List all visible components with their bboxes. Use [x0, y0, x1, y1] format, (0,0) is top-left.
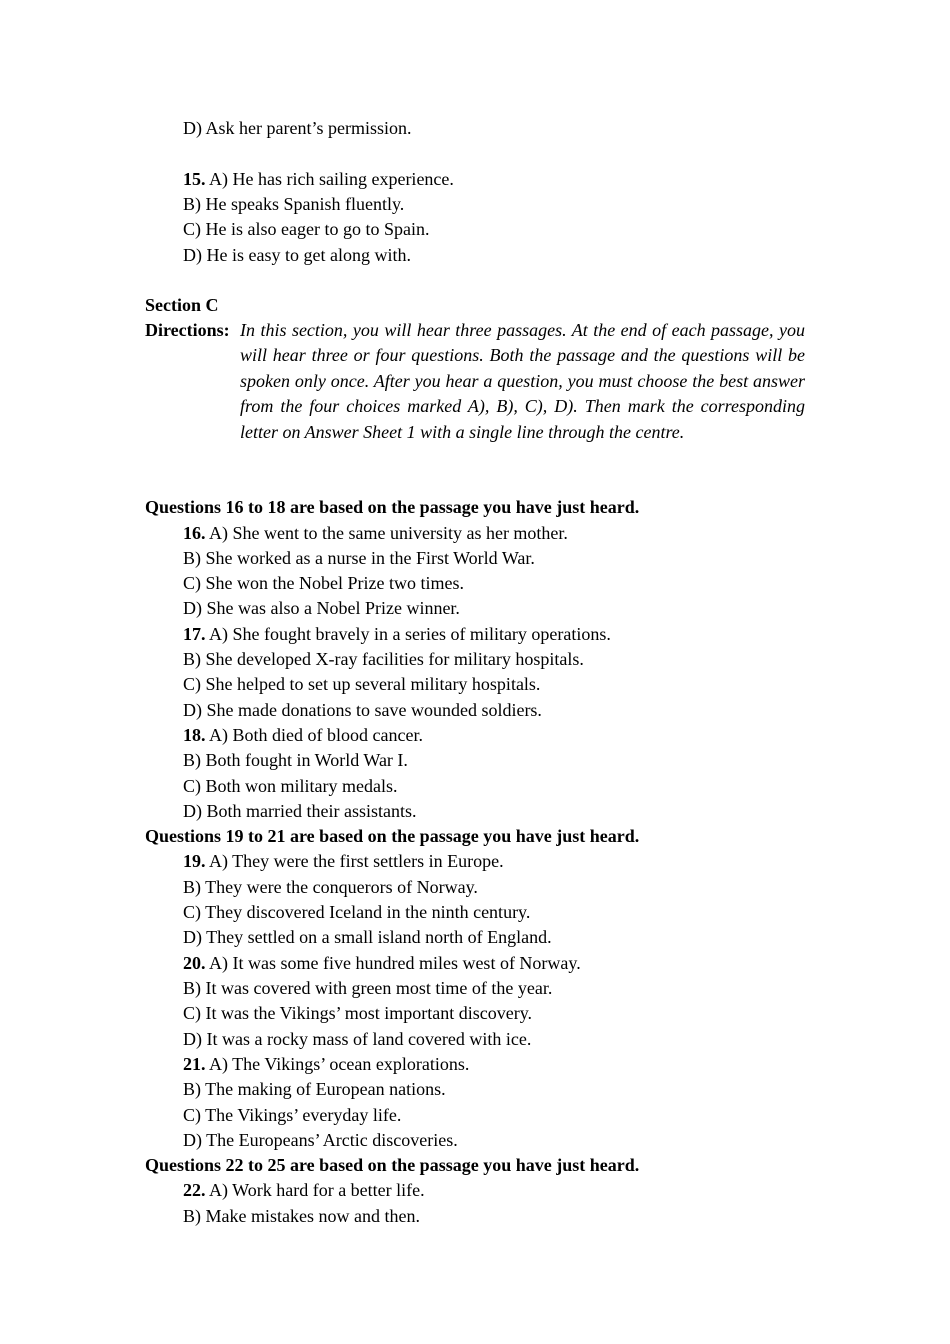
q21-option-a	[183, 1052, 469, 1077]
q21-option-b: B) The making of European nations.	[183, 1079, 446, 1099]
q22-number: 22.	[183, 1180, 206, 1200]
q18-option-c: C) Both won military medals.	[183, 776, 398, 796]
q21-number: 21.	[183, 1054, 206, 1074]
q22-option-a	[183, 1178, 425, 1203]
q16-option-a-text: A) She went to the same university as her mother.	[205, 523, 568, 543]
q17-option-b: B) She developed X-ray facilities for military hospitals.	[183, 649, 584, 669]
q21-option-d: D) The Europeans’ Arctic discoveries.	[183, 1130, 458, 1150]
q16-number: 16.	[183, 523, 206, 543]
q18-option-a-text: A) Both died of blood cancer.	[205, 725, 423, 745]
q19-number: 19.	[183, 851, 206, 871]
group2-heading: Questions 19 to 21 are based on the passage you have just heard.	[145, 826, 640, 846]
q17-option-a	[183, 622, 611, 647]
q18-option-b: B) Both fought in World War I.	[183, 750, 408, 770]
q16-option-c: C) She won the Nobel Prize two times.	[183, 573, 464, 593]
q15-option-a	[183, 167, 454, 192]
q17-option-a-text: A) She fought bravely in a series of military operations.	[205, 624, 611, 644]
q15-option-b: B) He speaks Spanish fluently.	[183, 194, 405, 214]
q15-number: 15.	[183, 169, 206, 189]
q16-option-d: D) She was also a Nobel Prize winner.	[183, 598, 460, 618]
q18-option-a	[183, 723, 423, 748]
group3-heading: Questions 22 to 25 are based on the passage you have just heard.	[145, 1155, 640, 1175]
q15-option-a-text: A) He has rich sailing experience.	[205, 169, 454, 189]
q22-option-a-text: A) Work hard for a better life.	[205, 1180, 425, 1200]
q20-option-d: D) It was a rocky mass of land covered with ice.	[183, 1029, 532, 1049]
directions-label: Directions:	[145, 320, 230, 340]
q18-number: 18.	[183, 725, 206, 745]
q16-option-b: B) She worked as a nurse in the First World War.	[183, 548, 535, 568]
group1-heading: Questions 16 to 18 are based on the passage you have just heard.	[145, 497, 640, 517]
q20-option-a	[183, 951, 581, 976]
q22-option-b: B) Make mistakes now and then.	[183, 1206, 420, 1226]
q15-option-c: C) He is also eager to go to Spain.	[183, 219, 430, 239]
q15-option-d: D) He is easy to get along with.	[183, 245, 411, 265]
q17-number: 17.	[183, 624, 206, 644]
q19-option-a-text: A) They were the first settlers in Europe.	[205, 851, 504, 871]
q20-number: 20.	[183, 953, 206, 973]
q19-option-c: C) They discovered Iceland in the ninth century.	[183, 902, 531, 922]
q20-option-b: B) It was covered with green most time of the year.	[183, 978, 553, 998]
q18-option-d: D) Both married their assistants.	[183, 801, 417, 821]
directions-text: In this section, you will hear three passages. At the end of each passage, you will hear three or four questions. Both the passage and the questions will be spoken only once. After you hear a question, you must choose the best answer from the four choices marked A), B), C), D). Then mark the corresponding letter on Answer Sheet 1 with a single line through the centre.	[240, 320, 805, 442]
q21-option-a-text: A) The Vikings’ ocean explorations.	[205, 1054, 470, 1074]
q16-option-a	[183, 521, 568, 546]
q17-option-c: C) She helped to set up several military hospitals.	[183, 674, 541, 694]
q17-option-d: D) She made donations to save wounded soldiers.	[183, 700, 542, 720]
q20-option-c: C) It was the Vikings’ most important discovery.	[183, 1003, 533, 1023]
q20-option-a-text: A) It was some five hundred miles west of Norway.	[205, 953, 581, 973]
section-title: Section C	[145, 295, 219, 315]
q19-option-a	[183, 849, 504, 874]
q14-option-d: D) Ask her parent’s permission.	[183, 118, 412, 138]
q19-option-d: D) They settled on a small island north of England.	[183, 927, 552, 947]
q21-option-c: C) The Vikings’ everyday life.	[183, 1105, 402, 1125]
q19-option-b: B) They were the conquerors of Norway.	[183, 877, 478, 897]
